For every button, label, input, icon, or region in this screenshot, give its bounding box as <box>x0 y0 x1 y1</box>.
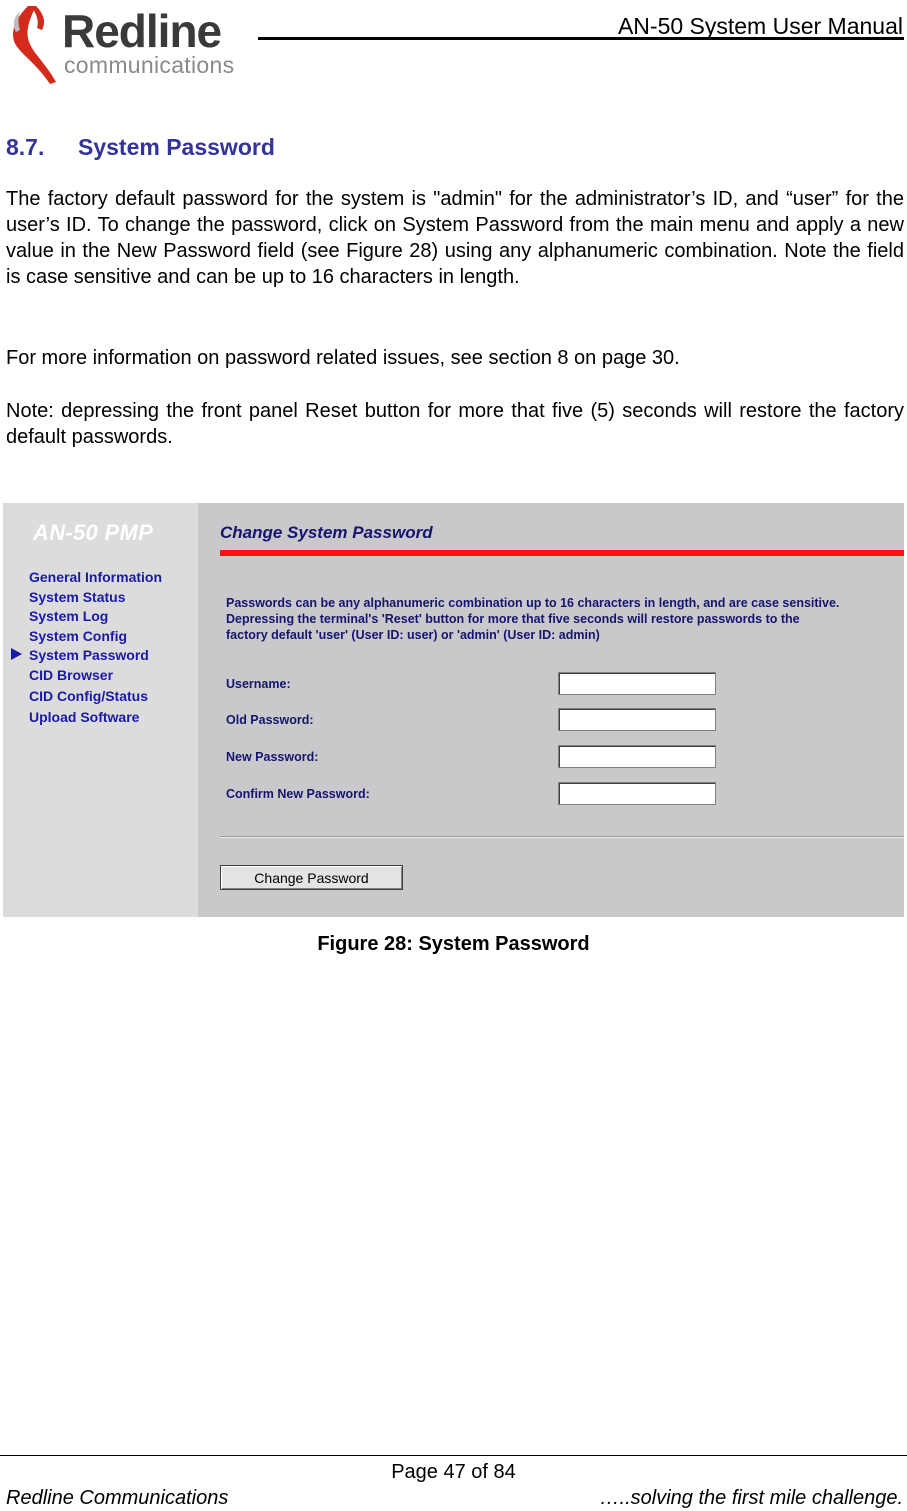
footer-tagline: …..solving the first mile challenge. <box>599 1487 903 1509</box>
menu-item-upload-software[interactable]: Upload Software <box>29 709 140 725</box>
username-label: Username: <box>226 677 291 691</box>
confirm-password-input[interactable] <box>558 782 716 805</box>
new-password-input[interactable] <box>558 745 716 768</box>
logo-wordmark: Redline <box>62 5 222 57</box>
body-paragraph: For more information on password related issues, see section 8 on page 30. <box>6 347 680 369</box>
new-password-label: New Password: <box>226 750 319 764</box>
info-text: factory default 'user' (User ID: user) or 'admin' (User ID: admin) <box>226 628 600 642</box>
old-password-label: Old Password: <box>226 713 314 727</box>
info-text: Passwords can be any alphanumeric combination up to 16 characters in length, and are case sensitive. <box>226 596 840 610</box>
section-number: 8.7. <box>6 134 45 160</box>
menu-item-system-log[interactable]: System Log <box>29 608 109 624</box>
username-input[interactable] <box>558 672 716 695</box>
figure-caption: Figure 28: System Password <box>317 933 590 955</box>
form-divider <box>220 836 904 838</box>
info-text: Depressing the terminal's 'Reset' button for more that five seconds will restore passwords to the <box>226 612 800 626</box>
sidebar <box>3 503 198 917</box>
active-arrow-icon <box>11 648 22 660</box>
body-paragraph: The factory default password for the system is "admin" for the administrator’s ID, and “user” for the user’s ID. To change the password, click on System Password from the main menu and apply a new value in the New Password field (see Figure 28) using any alphanumeric combination. Note the field is case sensitive and can be up to 16 characters in length. <box>6 188 904 288</box>
title-rule <box>220 550 904 556</box>
footer-rule <box>0 1455 907 1456</box>
menu-item-general-information[interactable]: General Information <box>29 569 163 585</box>
page-number: Page 47 of 84 <box>391 1461 516 1483</box>
footer-company: Redline Communications <box>6 1487 229 1509</box>
change-password-button[interactable]: Change Password <box>220 865 403 890</box>
manual-title: AN-50 System User Manual <box>617 13 903 39</box>
product-brand: AN-50 PMP <box>33 520 154 545</box>
section-title: System Password <box>78 134 275 160</box>
redline-logo-icon <box>6 2 60 86</box>
menu-item-cid-browser[interactable]: CID Browser <box>29 667 114 683</box>
menu-item-system-status[interactable]: System Status <box>29 589 126 605</box>
body-paragraph: Note: depressing the front panel Reset button for more that five (5) seconds will restore the factory default passwords. <box>6 400 904 448</box>
old-password-input[interactable] <box>558 708 716 731</box>
menu-item-system-password[interactable]: System Password <box>29 647 149 663</box>
menu-item-system-config[interactable]: System Config <box>29 628 128 644</box>
confirm-password-label: Confirm New Password: <box>226 787 370 801</box>
section-heading <box>6 133 275 161</box>
menu-item-cid-config-status[interactable]: CID Config/Status <box>29 688 148 704</box>
logo-subtitle: communications <box>64 52 235 78</box>
panel-title: Change System Password <box>220 523 433 542</box>
figure-screenshot <box>3 503 904 917</box>
